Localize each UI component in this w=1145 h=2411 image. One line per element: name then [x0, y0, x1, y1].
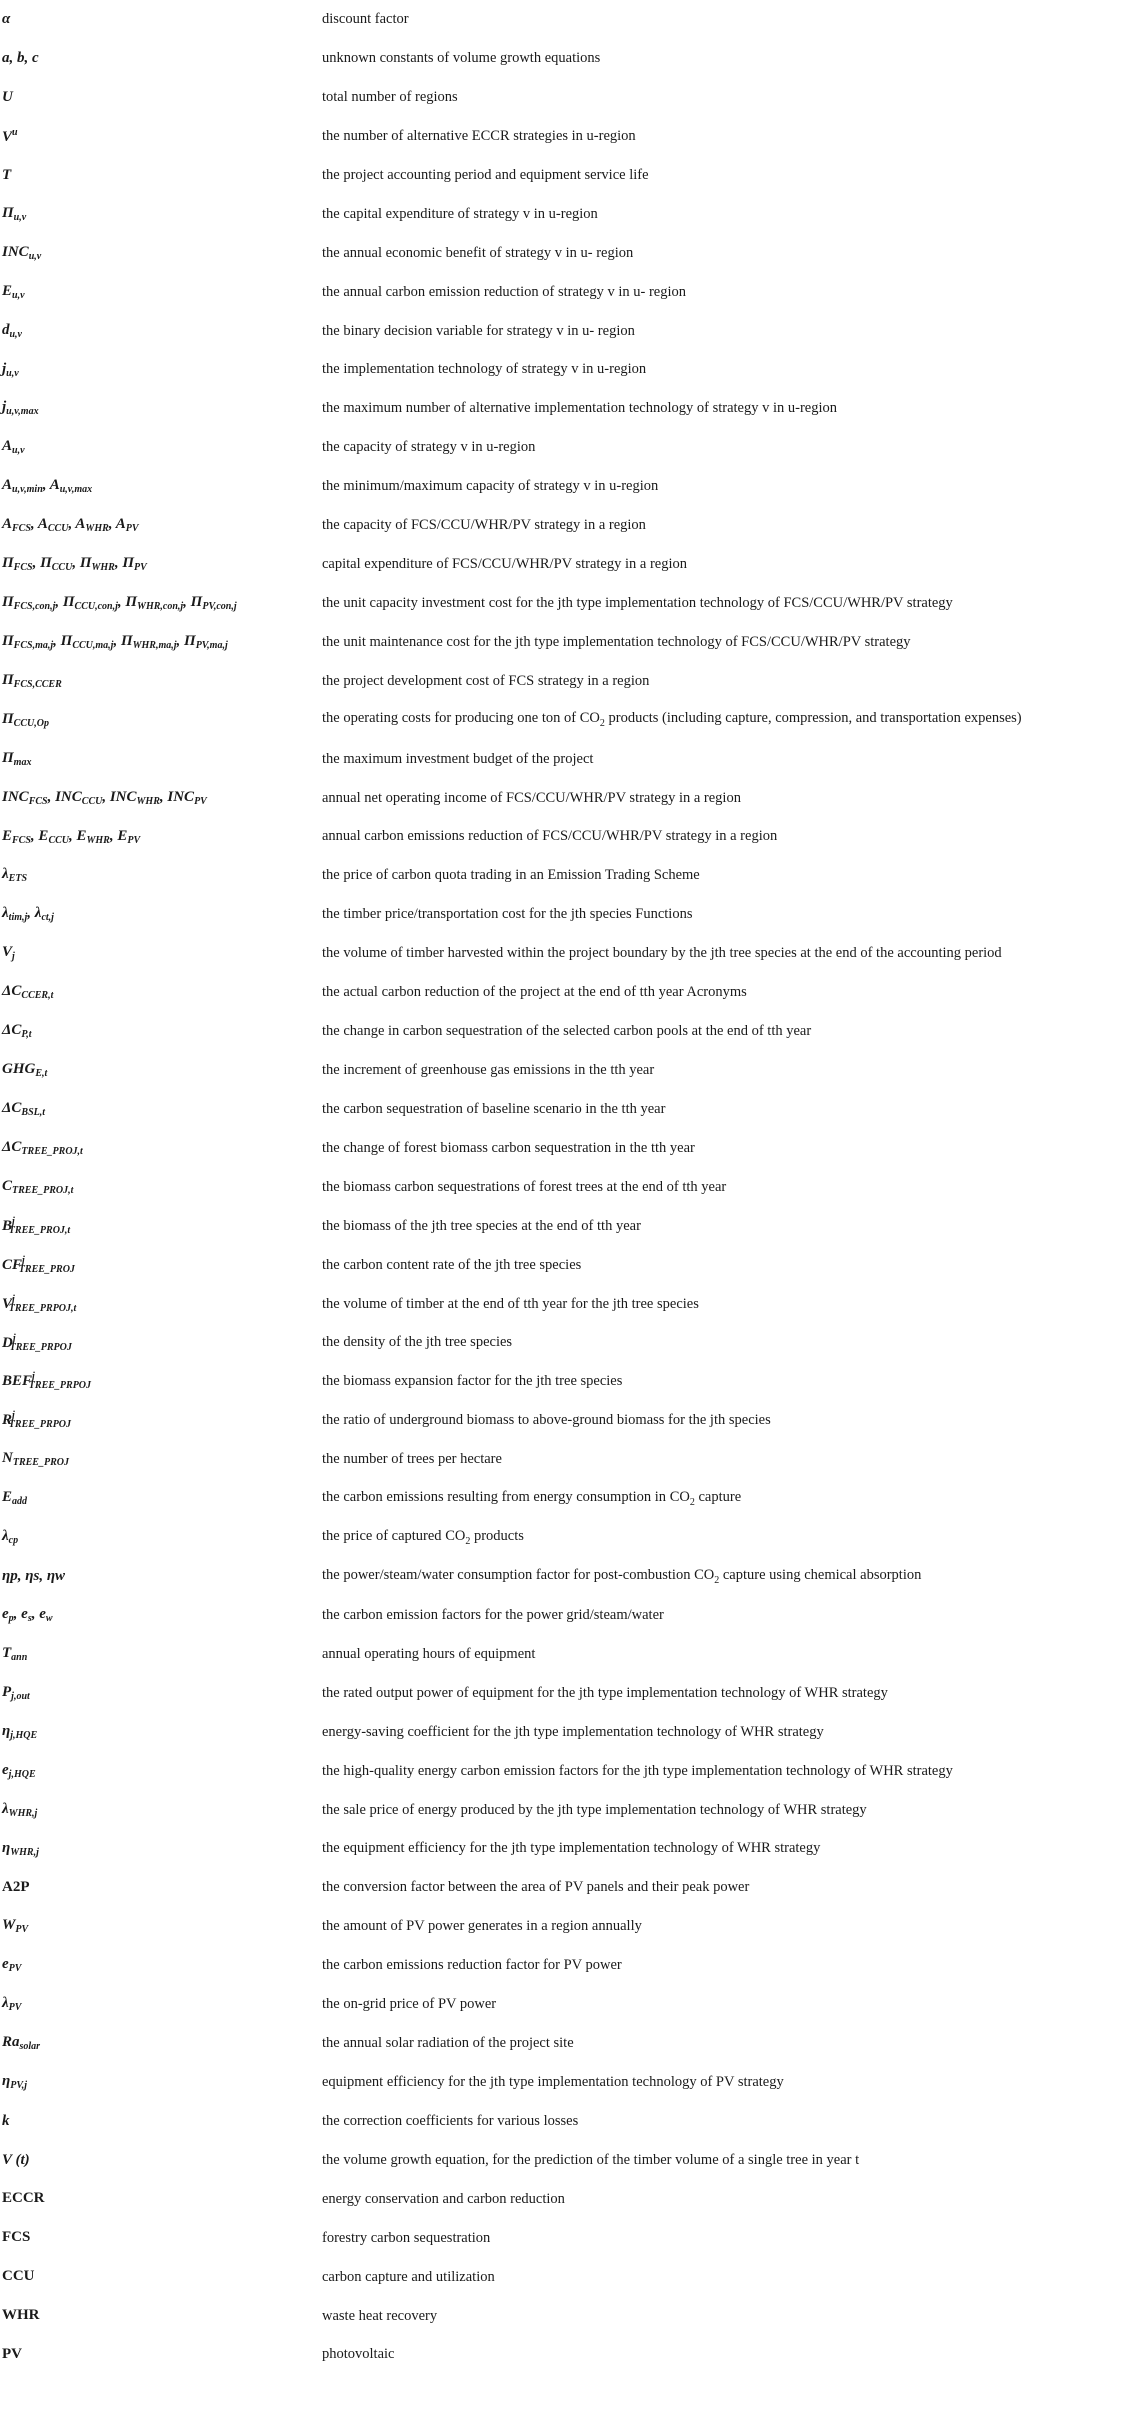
symbol-cell: $N_{TREE\_PROJ}$ [2, 1450, 69, 1469]
symbol-cell: $V_j$ [2, 944, 15, 963]
description-cell: forestry carbon sequestration [322, 2229, 491, 2246]
description-cell: the capacity of FCS/CCU/WHR/PV strategy in a region [322, 517, 646, 534]
symbol-cell: $B^j_{TREE\_PROJ,t}$ [2, 1215, 71, 1236]
description-cell: the carbon emissions resulting from energy consumption in $CO_2$ capture [322, 1488, 742, 1508]
nomenclature-row [0, 2335, 1145, 2374]
nomenclature-row [0, 1557, 1145, 1596]
symbol-cell: $\Delta C_{BSL,t}$ [2, 1100, 46, 1119]
description-cell: the carbon content rate of the jth tree species [322, 1256, 582, 1273]
symbol-cell: $A_{u,v}$ [2, 438, 25, 457]
symbol-cell: $\Pi_{FCS,con,j}$, $\Pi_{CCU,con,j}$, $\Pi_{WHR,con,j}$, $\Pi_{PV,con,j}$ [2, 594, 237, 613]
nomenclature-row [0, 1401, 1145, 1440]
nomenclature-row [0, 1362, 1145, 1401]
description-cell: the volume of timber harvested within the project boundary by the jth tree species at the end of the accounting period [322, 945, 1002, 962]
nomenclature-row [0, 0, 1145, 39]
description-cell: annual net operating income of FCS/CCU/WHR/PV strategy in a region [322, 789, 741, 806]
nomenclature-row [0, 2219, 1145, 2258]
description-cell: total number of regions [322, 88, 458, 105]
description-cell: the annual carbon emission reduction of strategy v in u- region [322, 283, 687, 300]
symbol-cell: α [2, 10, 11, 27]
nomenclature-row [0, 778, 1145, 817]
symbol-cell: $\Pi_{u,v}$ [2, 204, 27, 223]
description-cell: discount factor [322, 11, 409, 28]
description-cell: unknown constants of volume growth equations [322, 50, 601, 67]
description-cell: the capacity of strategy v in u-region [322, 439, 536, 456]
symbol-cell: $\Delta C_{CCER,t}$ [2, 983, 54, 1002]
symbol-cell: $\Pi_{FCS,CCER}$ [2, 671, 62, 690]
nomenclature-row [0, 1479, 1145, 1518]
symbol-cell: $\lambda_{ETS}$ [2, 866, 28, 885]
symbol-cell: $V^j_{TREE\_PRPOJ,t}$ [2, 1293, 77, 1314]
description-cell: the sale price of energy produced by the jth type implementation technology of WHR strategy [322, 1801, 867, 1818]
symbol-cell: k [2, 2112, 10, 2129]
nomenclature-row [0, 545, 1145, 584]
description-cell: equipment efficiency for the jth type implementation technology of PV strategy [322, 2073, 784, 2090]
description-cell: the operating costs for producing one ton of $CO_2$ products (including capture, compression, and transportation expenses) [322, 710, 1022, 730]
description-cell: the unit maintenance cost for the jth type implementation technology of FCS/CCU/WHR/PV strategy [322, 633, 911, 650]
description-cell: the increment of greenhouse gas emissions in the tth year [322, 1062, 655, 1079]
symbol-cell: U [2, 88, 13, 105]
nomenclature-row [0, 856, 1145, 895]
nomenclature-row [0, 1751, 1145, 1790]
description-cell: the implementation technology of strategy v in u-region [322, 361, 647, 378]
symbol-cell: $V^u$ [2, 126, 18, 145]
description-cell: the biomass of the jth tree species at the end of tth year [322, 1217, 641, 1234]
symbol-cell: A2P [2, 1879, 30, 1896]
description-cell: the project accounting period and equipment service life [322, 166, 649, 183]
nomenclature-row [0, 1440, 1145, 1479]
description-cell: the volume growth equation, for the prediction of the timber volume of a single tree in year t [322, 2151, 860, 2168]
nomenclature-row [0, 78, 1145, 117]
symbol-cell: $\lambda_{tim,j}$, $\lambda_{ct,j}$ [2, 905, 54, 924]
symbol-cell: $E_{add}$ [2, 1489, 28, 1508]
description-cell: the equipment efficiency for the jth type implementation technology of WHR strategy [322, 1840, 821, 1857]
description-cell: the biomass carbon sequestrations of forest trees at the end of tth year [322, 1178, 727, 1195]
symbol-cell: $\lambda_{WHR,j}$ [2, 1800, 38, 1819]
symbol-cell: $\Delta C_{P,t}$ [2, 1022, 32, 1041]
symbol-cell: ECCR [2, 2190, 45, 2207]
description-cell: the timber price/transportation cost for the jth species Functions [322, 906, 693, 923]
nomenclature-row [0, 2102, 1145, 2141]
nomenclature-row [0, 1090, 1145, 1129]
nomenclature-row [0, 311, 1145, 350]
symbol-cell: $j_{u,v}$ [2, 360, 19, 379]
description-cell: the density of the jth tree species [322, 1334, 513, 1351]
nomenclature-row [0, 234, 1145, 273]
description-cell: the carbon emissions reduction factor for PV power [322, 1957, 622, 1974]
description-cell: the amount of PV power generates in a region annually [322, 1918, 642, 1935]
nomenclature-row [0, 350, 1145, 389]
nomenclature-row [0, 740, 1145, 779]
description-cell: the ratio of underground biomass to above-ground biomass for the jth species [322, 1412, 771, 1429]
symbol-cell: $\eta_{WHR,j}$ [2, 1839, 39, 1858]
description-cell: photovoltaic [322, 2346, 395, 2363]
description-cell: the carbon sequestration of baseline scenario in the tth year [322, 1100, 666, 1117]
symbol-cell: $INC_{FCS}$, $INC_{CCU}$, $INC_{WHR}$, $INC_{PV}$ [2, 788, 207, 807]
nomenclature-row [0, 2296, 1145, 2335]
symbol-cell: $A_{u,v,min}$, $A_{u,v,max}$ [2, 477, 93, 496]
symbol-cell: $A_{FCS}$, $A_{CCU}$, $A_{WHR}$, $A_{PV}$ [2, 516, 139, 535]
nomenclature-row [0, 1284, 1145, 1323]
symbol-cell: $e_p$, $e_s$, $e_w$ [2, 1606, 53, 1624]
nomenclature-row [0, 1985, 1145, 2024]
description-cell: the change of forest biomass carbon sequestration in the tth year [322, 1139, 695, 1156]
symbol-cell: $\eta_{PV,j}$ [2, 2073, 28, 2092]
nomenclature-row [0, 1012, 1145, 1051]
symbol-cell: $e_{j,HQE}$ [2, 1761, 36, 1780]
description-cell: the carbon emission factors for the power grid/steam/water [322, 1606, 664, 1623]
nomenclature-row [0, 1635, 1145, 1674]
symbol-cell: $\Pi_{max}$ [2, 749, 32, 768]
symbol-cell: PV [2, 2346, 22, 2363]
symbol-cell: $CF^j_{TREE\_PROJ}$ [2, 1254, 75, 1275]
nomenclature-row [0, 272, 1145, 311]
nomenclature-row [0, 584, 1145, 623]
nomenclature-row [0, 934, 1145, 973]
nomenclature-row [0, 1168, 1145, 1207]
symbol-cell: CCU [2, 2268, 35, 2285]
nomenclature-row [0, 1829, 1145, 1868]
description-cell: annual carbon emissions reduction of FCS/CCU/WHR/PV strategy in a region [322, 828, 778, 845]
nomenclature-row [0, 2257, 1145, 2296]
symbol-cell: $\Pi_{CCU,Op}$ [2, 710, 49, 729]
nomenclature-row [0, 1207, 1145, 1246]
description-cell: the actual carbon reduction of the project at the end of tth year Acronyms [322, 984, 747, 1001]
nomenclature-row [0, 2141, 1145, 2180]
description-cell: the unit capacity investment cost for the jth type implementation technology of FCS/CCU/WHR/PV strategy [322, 594, 953, 611]
symbol-cell: $\Delta C_{TREE\_PROJ,t}$ [2, 1138, 83, 1157]
nomenclature-row [0, 1518, 1145, 1557]
description-cell: the binary decision variable for strategy v in u- region [322, 322, 635, 339]
symbol-cell: $\eta_{j,HQE}$ [2, 1722, 38, 1741]
symbol-cell: $C_{TREE\_PROJ,t}$ [2, 1177, 74, 1196]
nomenclature-row [0, 1868, 1145, 1907]
description-cell: the minimum/maximum capacity of strategy v in u-region [322, 478, 659, 495]
description-cell: capital expenditure of FCS/CCU/WHR/PV strategy in a region [322, 556, 687, 573]
description-cell: energy conservation and carbon reduction [322, 2190, 565, 2207]
symbol-cell: $T_{ann}$ [2, 1644, 28, 1663]
nomenclature-row [0, 1051, 1145, 1090]
nomenclature-row [0, 467, 1145, 506]
description-cell: the project development cost of FCS strategy in a region [322, 672, 650, 689]
description-cell: the maximum number of alternative implementation technology of strategy v in u-region [322, 400, 838, 417]
description-cell: the power/steam/water consumption factor for post-combustion $CO_2$ capture using chemical absorption [322, 1566, 922, 1586]
description-cell: the number of trees per hectare [322, 1451, 502, 1468]
description-cell: the volume of timber at the end of tth year for the jth tree species [322, 1295, 699, 1312]
symbol-cell: $INC_{u,v}$ [2, 243, 42, 262]
nomenclature-row [0, 701, 1145, 740]
nomenclature-row [0, 389, 1145, 428]
description-cell: the rated output power of equipment for the jth type implementation technology of WHR strategy [322, 1684, 888, 1701]
nomenclature-row [0, 1713, 1145, 1752]
symbol-cell: $P_{j,out}$ [2, 1683, 30, 1702]
nomenclature-row [0, 662, 1145, 701]
symbol-cell: V (t) [2, 2151, 30, 2168]
description-cell: the high-quality energy carbon emission factors for the jth type implementation technology of WHR strategy [322, 1762, 953, 1779]
symbol-cell: $\Pi_{FCS}$, $\Pi_{CCU}$, $\Pi_{WHR}$, $\Pi_{PV}$ [2, 555, 147, 574]
description-cell: the capital expenditure of strategy v in u-region [322, 205, 598, 222]
symbol-cell: $j_{u,v,max}$ [2, 399, 39, 418]
nomenclature-row [0, 1674, 1145, 1713]
symbol-cell: ηp, ηs, ηw [2, 1567, 66, 1584]
nomenclature-row [0, 973, 1145, 1012]
nomenclature-row [0, 2063, 1145, 2102]
nomenclature-row [0, 2180, 1145, 2219]
nomenclature-row [0, 506, 1145, 545]
symbol-cell: $D^j_{TREE\_PRPOJ}$ [2, 1332, 72, 1353]
symbol-cell: $d_{u,v}$ [2, 321, 22, 340]
nomenclature-row [0, 156, 1145, 195]
symbol-cell: $Ra_{solar}$ [2, 2034, 41, 2053]
description-cell: the change in carbon sequestration of the selected carbon pools at the end of tth year [322, 1023, 812, 1040]
symbol-cell: $BEF^j_{TREE\_PRPOJ}$ [2, 1371, 92, 1392]
description-cell: the annual economic benefit of strategy v in u- region [322, 244, 634, 261]
symbol-cell: $R^j_{TREE\_PRPOJ}$ [2, 1410, 72, 1431]
nomenclature-row [0, 2024, 1145, 2063]
symbol-cell: $\lambda_{cp}$ [2, 1528, 19, 1547]
nomenclature-row [0, 623, 1145, 662]
symbol-cell: $W_{PV}$ [2, 1917, 29, 1936]
nomenclature-row [0, 1790, 1145, 1829]
symbol-cell: T [2, 166, 12, 183]
symbol-cell: $GHG_{E,t}$ [2, 1061, 48, 1080]
nomenclature-row [0, 1946, 1145, 1985]
nomenclature-row [0, 817, 1145, 856]
description-cell: carbon capture and utilization [322, 2268, 495, 2285]
symbol-cell: $E_{FCS}$, $E_{CCU}$, $E_{WHR}$, $E_{PV}$ [2, 827, 141, 846]
description-cell: the on-grid price of PV power [322, 1996, 497, 2013]
nomenclature-row [0, 1246, 1145, 1285]
description-cell: the maximum investment budget of the project [322, 750, 594, 767]
description-cell: the conversion factor between the area of PV panels and their peak power [322, 1879, 750, 1896]
symbol-cell: $\Pi_{FCS,ma,j}$, $\Pi_{CCU,ma,j}$, $\Pi_{WHR,ma,j}$, $\Pi_{PV,ma,j}$ [2, 632, 228, 651]
symbol-cell: $E_{u,v}$ [2, 282, 25, 301]
nomenclature-row [0, 1907, 1145, 1946]
description-cell: the correction coefficients for various losses [322, 2112, 579, 2129]
symbol-cell: a, b, c [2, 49, 39, 66]
description-cell: the biomass expansion factor for the jth tree species [322, 1373, 623, 1390]
nomenclature-row [0, 117, 1145, 156]
description-cell: annual operating hours of equipment [322, 1645, 536, 1662]
symbol-cell: $\lambda_{PV}$ [2, 1995, 22, 2014]
description-cell: waste heat recovery [322, 2307, 438, 2324]
description-cell: the number of alternative ECCR strategies in u-region [322, 127, 636, 144]
nomenclature-row [0, 1129, 1145, 1168]
nomenclature-row [0, 895, 1145, 934]
nomenclature-row [0, 1323, 1145, 1362]
symbol-cell: WHR [2, 2307, 40, 2324]
description-cell: the price of captured $CO_2$ products [322, 1527, 524, 1547]
symbol-cell: $e_{PV}$ [2, 1956, 22, 1975]
nomenclature-row [0, 428, 1145, 467]
description-cell: the price of carbon quota trading in an Emission Trading Scheme [322, 867, 700, 884]
nomenclature-row [0, 195, 1145, 234]
symbol-cell: FCS [2, 2229, 31, 2246]
description-cell: energy-saving coefficient for the jth type implementation technology of WHR strategy [322, 1723, 824, 1740]
nomenclature-row [0, 39, 1145, 78]
description-cell: the annual solar radiation of the project site [322, 2035, 574, 2052]
nomenclature-row [0, 1596, 1145, 1635]
